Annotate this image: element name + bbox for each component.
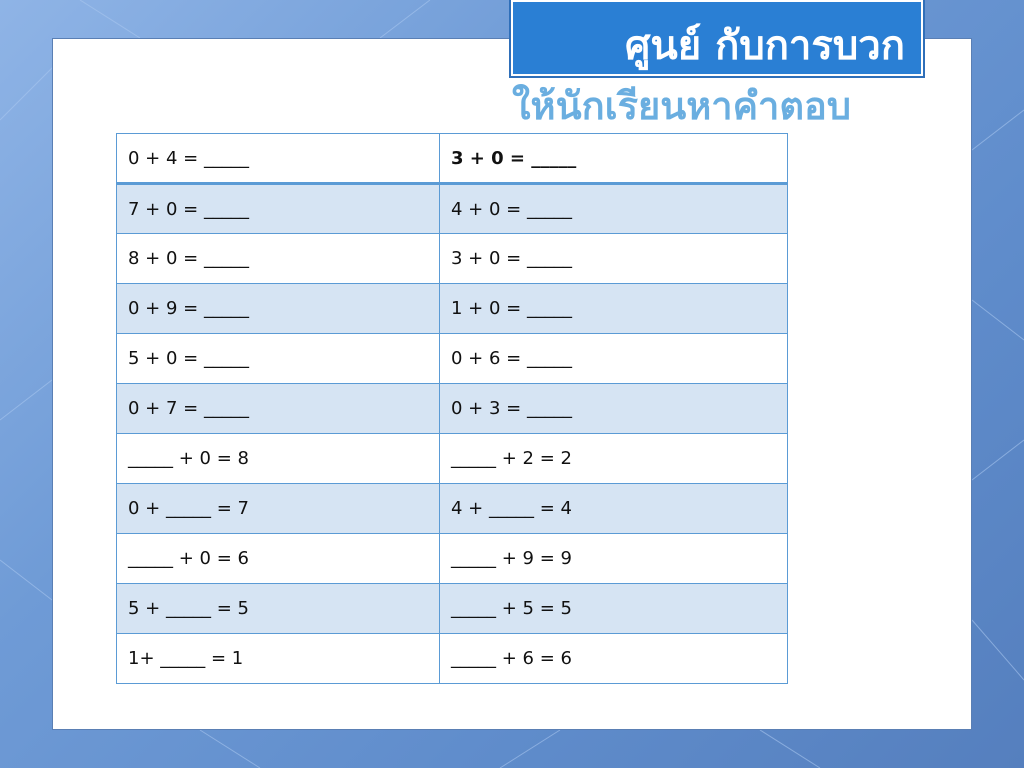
table-row	[117, 484, 788, 534]
slide-title: ศูนย์ กับการบวก	[625, 23, 905, 69]
exercise-cell: 4 + 0 = _____	[440, 184, 788, 234]
exercise-cell: 0 + 6 = _____	[440, 334, 788, 384]
table-row	[117, 634, 788, 684]
exercise-cell: 4 + _____ = 4	[440, 484, 788, 534]
exercise-cell: 1 + 0 = _____	[440, 284, 788, 334]
table-row	[117, 334, 788, 384]
exercise-cell: 0 + _____ = 7	[117, 484, 440, 534]
table-row	[117, 134, 788, 184]
exercise-cell: 3 + 0 = _____	[440, 134, 788, 184]
exercise-cell: _____ + 6 = 6	[440, 634, 788, 684]
exercise-cell: _____ + 2 = 2	[440, 434, 788, 484]
exercise-cell: 0 + 3 = _____	[440, 384, 788, 434]
exercise-cell: _____ + 0 = 6	[117, 534, 440, 584]
worksheet-table	[116, 133, 788, 684]
exercise-cell: 8 + 0 = _____	[117, 234, 440, 284]
slide-subtitle: ให้นักเรียนหาคำตอบ	[512, 84, 851, 128]
table-row	[117, 434, 788, 484]
exercise-cell: 7 + 0 = _____	[117, 184, 440, 234]
exercise-cell: 0 + 9 = _____	[117, 284, 440, 334]
table-row	[117, 534, 788, 584]
exercise-cell: 1+ _____ = 1	[117, 634, 440, 684]
exercise-cell: 5 + _____ = 5	[117, 584, 440, 634]
table-row	[117, 384, 788, 434]
exercise-cell: _____ + 5 = 5	[440, 584, 788, 634]
table-row	[117, 234, 788, 284]
exercise-cell: _____ + 0 = 8	[117, 434, 440, 484]
exercise-cell: _____ + 9 = 9	[440, 534, 788, 584]
table-row	[117, 284, 788, 334]
exercise-cell: 0 + 7 = _____	[117, 384, 440, 434]
exercise-cell: 5 + 0 = _____	[117, 334, 440, 384]
exercise-cell: 0 + 4 = _____	[117, 134, 440, 184]
table-row	[117, 184, 788, 234]
table-row	[117, 584, 788, 634]
exercise-cell: 3 + 0 = _____	[440, 234, 788, 284]
